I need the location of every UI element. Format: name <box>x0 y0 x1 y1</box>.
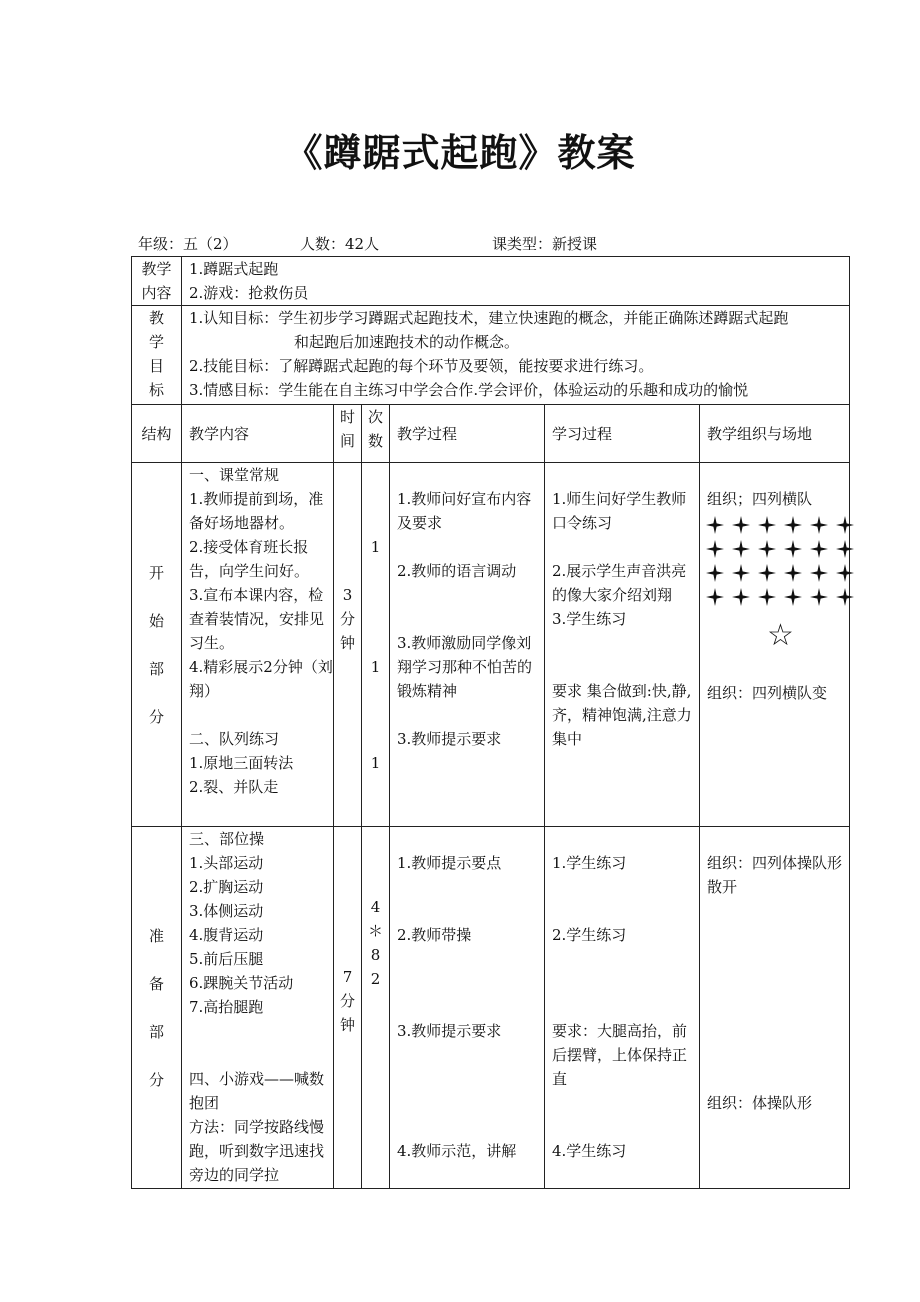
formation-row <box>705 561 849 585</box>
start-org-item: 组织；四列横队 <box>707 490 813 508</box>
prep-content-item: 1.头部运动 <box>189 854 264 872</box>
sparkle-icon <box>705 563 725 583</box>
prep-content-item: 2.扩胸运动 <box>189 878 264 896</box>
prep-org-item: 组织：四列体操队形散开 <box>707 854 843 896</box>
start-content-item: 2.接受体育班长报告，向学生问好。 <box>189 538 310 580</box>
sparkle-icon <box>809 563 829 583</box>
prep-learn-item: 2.学生练习 <box>552 926 627 944</box>
sparkle-icon <box>705 587 725 607</box>
start-org-item: 组织：四列横队变 <box>707 684 828 702</box>
prep-section-row <box>132 827 850 1189</box>
start-content-item: 二、队列练习 <box>189 730 280 748</box>
formation-row <box>705 585 849 609</box>
start-content-item: 一、课堂常规 <box>189 466 280 484</box>
formation-row <box>705 537 849 561</box>
prep-count-cell <box>362 827 390 1189</box>
prep-org-cell <box>700 827 850 1189</box>
prep-org-item: 组织：体操队形 <box>707 1094 813 1112</box>
start-learn-item: 要求 集合做到:快,静,齐，精神饱满,注意力集中 <box>552 682 692 748</box>
sparkle-icon <box>783 587 803 607</box>
start-teach-item: 3.教师激励同学像刘翔学习那种不怕苦的锻炼精神 <box>397 634 533 700</box>
sparkle-icon <box>809 515 829 535</box>
start-content-item: 3.宣布本课内容，检查着装情况，安排见习生。 <box>189 586 325 652</box>
goals-label-cell <box>132 306 182 405</box>
start-org-cell <box>700 463 850 827</box>
sparkle-icon <box>835 587 855 607</box>
prep-content-cell <box>182 827 334 1189</box>
teacher-star-icon: ☆ <box>767 618 794 653</box>
start-count-cell <box>362 463 390 827</box>
prep-content-item: 方法：同学按路线慢跑，听到数字迅速找旁边的同学拉 <box>189 1118 325 1184</box>
prep-content-item: 4.腹背运动 <box>189 926 264 944</box>
start-teach-item: 2.教师的语言调动 <box>397 562 517 580</box>
start-learn-item: 1.师生问好学生教师口令练习 <box>552 490 687 532</box>
page-title: 《蹲踞式起跑》教案 <box>284 131 636 175</box>
prep-teach-item: 2.教师带操 <box>397 926 472 944</box>
goals-row <box>132 306 850 405</box>
start-label: 开 始 部 分 <box>148 563 164 726</box>
start-learn-cell <box>545 463 700 827</box>
prep-label: 准 备 部 分 <box>148 926 164 1089</box>
prep-content-item: 三、部位操 <box>189 830 265 848</box>
start-teach-item: 1.教师问好宣布内容及要求 <box>397 490 532 532</box>
content-item: 2.游戏：抢救伤员 <box>189 284 309 302</box>
content-cell <box>182 257 850 306</box>
sparkle-icon <box>731 539 751 559</box>
prep-content-item: 3.体侧运动 <box>189 902 264 920</box>
start-content-item: 1.教师提前到场，准备好场地器材。 <box>189 490 324 532</box>
start-count: 1 <box>370 658 381 676</box>
goal-cognitive: 1.认知目标：学生初步学习蹲踞式起跑技术，建立快速跑的概念，并能正确陈述蹲踞式起跑 <box>189 309 789 327</box>
start-teach-item: 3.教师提示要求 <box>397 730 502 748</box>
header-structure: 结构 <box>132 405 182 463</box>
start-learn-item: 2.展示学生声音洪亮的像大家介绍刘翔 <box>552 562 687 604</box>
sparkle-icon <box>705 539 725 559</box>
sparkle-icon <box>783 563 803 583</box>
start-content-cell <box>182 463 334 827</box>
goal-cognitive-cont: 和起跑后加速跑技术的动作概念。 <box>294 333 520 351</box>
sparkle-icon <box>757 563 777 583</box>
prep-time: 7 分 钟 <box>339 968 355 1034</box>
start-label-cell <box>132 463 182 827</box>
content-label-cell <box>132 257 182 306</box>
header-time-text: 时 间 <box>339 408 355 450</box>
goals-cell <box>182 306 850 405</box>
prep-teach-cell <box>390 827 545 1189</box>
start-section-row <box>132 463 850 827</box>
formation-diagram <box>705 513 849 609</box>
sparkle-icon <box>809 539 829 559</box>
prep-content-item: 6.踝腕关节活动 <box>189 974 294 992</box>
prep-learn-item: 1.学生练习 <box>552 854 627 872</box>
student-count-label: 人数：42人 <box>300 235 380 253</box>
lesson-type-label: 课类型：新授课 <box>492 235 598 253</box>
start-learn-item: 3.学生练习 <box>552 610 627 628</box>
prep-learn-cell <box>545 827 700 1189</box>
start-time: 3 分 钟 <box>339 586 355 652</box>
sparkle-icon <box>757 515 777 535</box>
start-content-item: 2.裂、并队走 <box>189 778 279 796</box>
prep-teach-item: 3.教师提示要求 <box>397 1022 502 1040</box>
goals-label: 教 学 目 标 <box>148 309 164 399</box>
start-count: 1 <box>370 538 381 556</box>
prep-teach-item: 1.教师提示要点 <box>397 854 502 872</box>
start-teach-cell <box>390 463 545 827</box>
goal-affective: 3.情感目标：学生能在自主练习中学会合作.学会评价，体验运动的乐趣和成功的愉悦 <box>189 381 749 399</box>
sparkle-icon <box>783 539 803 559</box>
prep-content-item: 四、小游戏——喊数抱团 <box>189 1070 325 1112</box>
content-label: 教学 内容 <box>141 260 172 302</box>
prep-learn-item: 4.学生练习 <box>552 1142 627 1160</box>
header-count <box>362 405 390 463</box>
sparkle-icon <box>783 515 803 535</box>
sparkle-icon <box>731 515 751 535</box>
prep-label-cell <box>132 827 182 1189</box>
start-time-cell <box>334 463 362 827</box>
header-row <box>132 405 850 463</box>
header-org: 教学组织与场地 <box>700 405 850 463</box>
sparkle-icon <box>809 587 829 607</box>
formation-row <box>705 513 849 537</box>
prep-content-item: 7.高抬腿跑 <box>189 998 264 1016</box>
sparkle-icon <box>705 515 725 535</box>
lesson-plan-table <box>131 256 850 1189</box>
prep-time-cell <box>334 827 362 1189</box>
header-content: 教学内容 <box>182 405 334 463</box>
sparkle-icon <box>731 563 751 583</box>
header-count-text: 次 数 <box>367 408 383 450</box>
content-row <box>132 257 850 306</box>
start-content-item: 1.原地三面转法 <box>189 754 294 772</box>
grade-label: 年级：五（2） <box>138 235 238 253</box>
sparkle-icon <box>835 515 855 535</box>
sparkle-icon <box>731 587 751 607</box>
start-count: 1 <box>370 754 381 772</box>
header-learn: 学习过程 <box>545 405 700 463</box>
prep-count: 4 ＊ 8 2 <box>367 898 383 988</box>
sparkle-icon <box>835 563 855 583</box>
start-content-item: 4.精彩展示2分钟（刘翔） <box>189 658 333 700</box>
sparkle-icon <box>835 539 855 559</box>
header-teach: 教学过程 <box>390 405 545 463</box>
header-time <box>334 405 362 463</box>
prep-learn-item: 要求：大腿高抬，前后摆臂，上体保持正直 <box>552 1022 688 1088</box>
content-item: 1.蹲踞式起跑 <box>189 260 279 278</box>
sparkle-icon <box>757 539 777 559</box>
prep-content-item: 5.前后压腿 <box>189 950 264 968</box>
sparkle-icon <box>757 587 777 607</box>
prep-teach-item: 4.教师示范，讲解 <box>397 1142 517 1160</box>
goal-skill: 2.技能目标：了解蹲踞式起跑的每个环节及要领，能按要求进行练习。 <box>189 357 654 375</box>
